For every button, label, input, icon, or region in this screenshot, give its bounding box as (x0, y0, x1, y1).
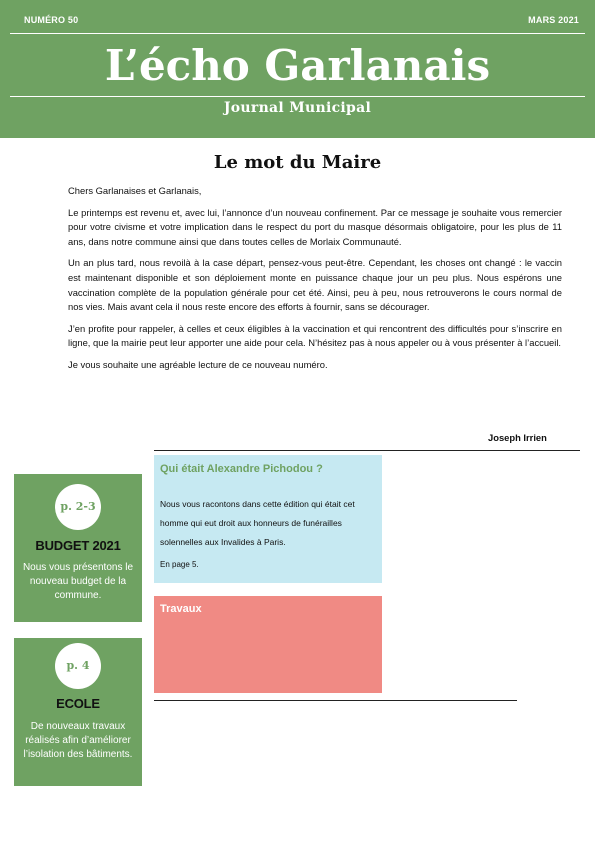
page-badge: p. 2-3 (55, 484, 101, 530)
journal-subtitle: Journal Municipal (223, 100, 372, 116)
issue-number: NUMÉRO 50 (24, 15, 79, 25)
teaser-text: Nous vous racontons dans cette édition qui était cet homme qui eut droit aux honneurs de funérailles solennelles aux Invalides à Paris. (160, 499, 355, 547)
editorial-signature: Joseph Irrien (488, 432, 547, 443)
section-rule (154, 700, 517, 701)
sidebar-card-budget[interactable] (14, 474, 142, 622)
masthead (0, 0, 595, 138)
masthead-divider-top (10, 33, 585, 34)
sidebar-card-title: ECOLE (56, 696, 100, 711)
editorial-salutation: Chers Garlanaises et Garlanais, (68, 185, 202, 196)
masthead-divider-bottom (10, 96, 585, 97)
sidebar-card-title: BUDGET 2021 (35, 538, 121, 553)
teaser-title: Qui était Alexandre Pichodou ? (160, 463, 323, 475)
issue-date: MARS 2021 (528, 15, 579, 25)
editorial-letter (68, 184, 562, 380)
article-teaser-pichodou[interactable] (154, 455, 382, 583)
editorial-title: Le mot du Maire (213, 152, 382, 173)
teaser-page-ref: En page 5. (160, 560, 199, 569)
editorial-paragraph: Le printemps est revenu et, avec lui, l’annonce d’un nouveau confinement. Par ce message je souhaite vous remercier pour votre civisme et votre implication dans le respect du port du masque désormais obligatoire, pour les plus de 11 ans, dans notre commune ainsi que dans toutes celles de Morlaix Communauté. (68, 206, 562, 247)
journal-title: L’écho Garlanais (104, 41, 491, 90)
sidebar-card-ecole[interactable] (14, 638, 142, 786)
editorial-paragraph: Je vous souhaite une agréable lecture de ce nouveau numéro. (68, 358, 328, 370)
sidebar-card-text: De nouveaux travaux réalisés afin d’améliorer l’isolation des bâtiments. (23, 721, 133, 760)
section-rule (154, 450, 580, 451)
article-teaser-travaux[interactable] (154, 596, 382, 693)
page-badge: p. 4 (55, 643, 101, 689)
teaser-title: Travaux (160, 603, 202, 615)
sidebar-card-text: Nous vous présentons le nouveau budget de la commune. (22, 562, 134, 601)
editorial-paragraph: Un an plus tard, nous revoilà à la case départ, pensez-vous peut-être. Cependant, les choses ont changé : le vaccin est maintenant disponible et son déploiement monte en puissance chaque jour un peu plus. Nous espérons une vaccination complète de la population générale pour cet été. Ainsi, peu à peu, nous retrouverons le cours normal de nos vies. Mais avant cela il nous reste encore des efforts à fournir, sans se décourager. (68, 257, 562, 313)
editorial-paragraph: J’en profite pour rappeler, à celles et ceux éligibles à la vaccination et qui rencontrent des difficultés pour s’inscrire en ligne, que la mairie peut leur apporter une aide pour cela. N’hésitez pas à nous appeler ou à vous présenter à l’accueil. (68, 322, 562, 349)
